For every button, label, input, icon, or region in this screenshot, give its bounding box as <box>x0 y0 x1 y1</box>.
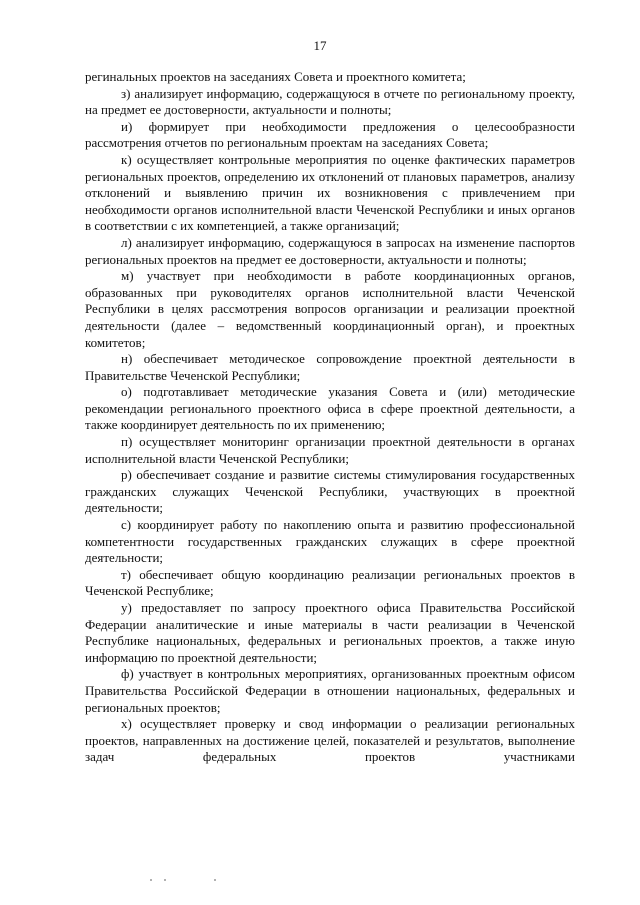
scan-dot <box>214 879 216 881</box>
paragraph-item-n: н) обеспечивает методическое сопровождение проектной деятельности в Правительстве Чеченской Республики; <box>85 351 575 383</box>
paragraph-item-t: т) обеспечивает общую координацию реализации региональных проектов в Чеченской Республике; <box>85 566 575 599</box>
paragraph-item-p: п) осуществляет мониторинг организации проектной деятельности в органах исполнительной власти Чеченской Республики; <box>85 434 575 466</box>
paragraph-continuation: регинальных проектов на заседаниях Совета и проектного комитета; <box>85 69 466 84</box>
paragraph-item-kh: х) осуществляет проверку и свод информации о реализации региональных проектов, направленных на достижение целей, показателей и результатов, выполнение задач федеральных проектов участниками <box>85 716 575 765</box>
paragraph-item-z: з) анализирует информацию, содержащуюся в отчете по региональному проекту, на предмет ее достоверности, актуальности и полноты; <box>85 85 575 118</box>
paragraph-item-u: у) предоставляет по запросу проектного офиса Правительства Российской Федерации аналитические и иные материалы в части реализации в Чеченской Республике национальных, федеральных и региональных проектов, а также иную информацию по проектной деятельности; <box>85 600 575 665</box>
page-number: 17 <box>313 38 327 53</box>
document-body <box>85 69 575 766</box>
paragraph-item-l: л) анализирует информацию, содержащуюся в запросах на изменение паспортов региональных проектов на предмет ее достоверности, актуальности и полноты; <box>85 234 575 267</box>
paragraph-item-o: о) подготавливает методические указания Совета и (или) методические рекомендации регионального проектного офиса в сфере проектной деятельности, а также координирует деятельность по их применению; <box>85 384 575 433</box>
paragraph-item-k: к) осуществляет контрольные мероприятия по оценке фактических параметров региональных проектов, определению их отклонений от плановых параметров, анализу отклонений и выявлению причин их возникновения с привлечением при необходимости органов исполнительной власти Чеченской Республики и иных органов в соответствии с их компетенцией, а также организаций; <box>85 151 575 234</box>
scan-artifact-marks <box>150 879 230 883</box>
paragraph-item-m: м) участвует при необходимости в работе координационных органов, образованных при руководителях органов исполнительной власти Чеченской Республики в целях рассмотрения вопросов организации и реализации проектной деятельности (далее – ведомственный координационный орган), и проектных комитетов; <box>85 268 575 350</box>
scan-dot <box>164 879 166 881</box>
scan-dot <box>150 879 152 881</box>
paragraph-item-i: и) формирует при необходимости предложения о целесообразности рассмотрения отчетов по региональным проектам на заседаниях Совета; <box>85 118 575 151</box>
paragraph-item-r: р) обеспечивает создание и развитие системы стимулирования государственных гражданских служащих Чеченской Республики, участвующих в проектной деятельности; <box>85 467 575 516</box>
paragraph-item-s: с) координирует работу по накоплению опыта и развитию профессиональной компетентности государственных гражданских служащих в сфере проектной деятельности; <box>85 517 575 566</box>
paragraph-item-f: ф) участвует в контрольных мероприятиях, организованных проектным офисом Правительства Российской Федерации в отношении национальных, федеральных и региональных проектов; <box>85 666 575 715</box>
